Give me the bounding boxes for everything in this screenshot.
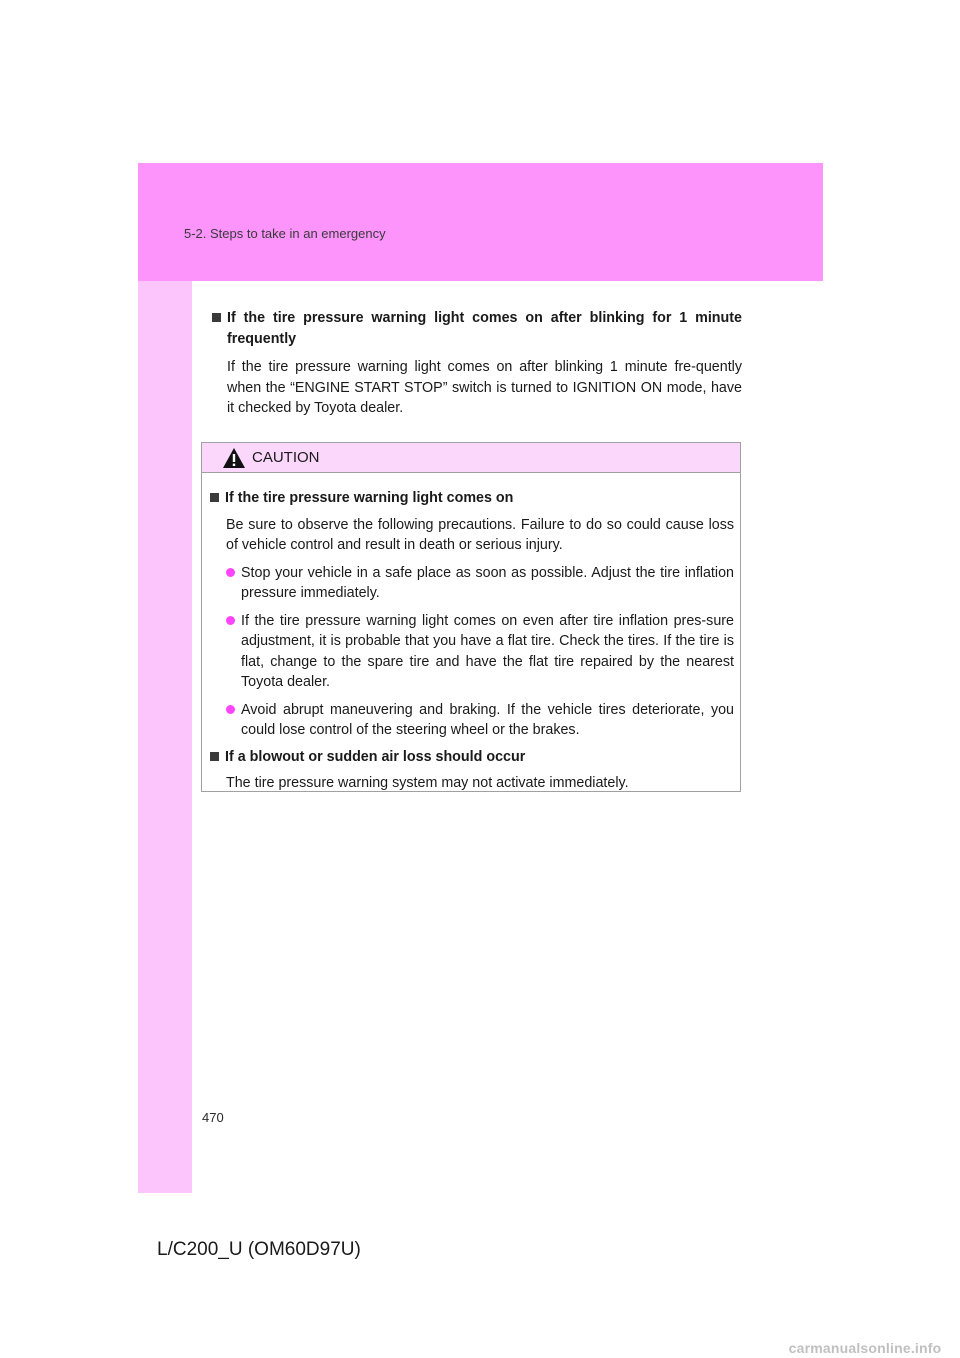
square-bullet-icon <box>212 313 221 322</box>
square-bullet-icon <box>210 493 219 502</box>
topic-heading-text: If the tire pressure warning light comes on after blinking for 1 minute frequently <box>227 310 742 347</box>
caution-bullet-text: If the tire pressure warning light comes on even after tire inflation pres-sure adjustment, it is probable that you have a flat tire. Check the tires. If the tire is flat, change to the spare tire and have the flat tire repaired by the nearest Toyota dealer. <box>241 612 734 690</box>
caution-box <box>201 442 741 792</box>
watermark-text: carmanualsonline.info <box>788 1340 942 1356</box>
warning-triangle-icon <box>222 447 246 469</box>
round-bullet-icon <box>226 616 235 625</box>
footer-code: L/C200_U (OM60D97U) <box>157 1239 361 1260</box>
caution-bullet <box>226 611 734 693</box>
caution-header <box>202 443 740 473</box>
caution-bullet-text: Stop your vehicle in a safe place as soon as possible. Adjust the tire inflation pressure immediately. <box>241 564 734 601</box>
caution-bullet <box>226 700 734 741</box>
topic-body: If the tire pressure warning light comes on after blinking 1 minute fre-quently when the “ENGINE START STOP” switch is turned to IGNITION ON mode, have it checked by Toyota dealer. <box>227 359 742 416</box>
topic-block <box>212 308 742 419</box>
round-bullet-icon <box>226 705 235 714</box>
section-header-band <box>138 163 823 281</box>
caution-title: CAUTION <box>252 449 320 466</box>
caution-paragraph: Be sure to observe the following precautions. Failure to do so could cause loss of vehicle control and result in death or serious injury. <box>226 516 734 553</box>
caution-section-heading-text: If the tire pressure warning light comes on <box>225 490 514 506</box>
caution-section-heading <box>210 488 734 509</box>
topic-heading <box>212 308 742 349</box>
round-bullet-icon <box>226 568 235 577</box>
caution-paragraph: The tire pressure warning system may not activate immediately. <box>226 775 629 791</box>
page-sidebar-band <box>138 163 192 1193</box>
caution-section-heading <box>210 747 734 768</box>
caution-section-heading-text: If a blowout or sudden air loss should occur <box>225 748 526 765</box>
caution-body <box>202 473 740 794</box>
watermark[interactable] <box>770 1338 960 1358</box>
caution-bullet-text: Avoid abrupt maneuvering and braking. If the vehicle tires deteriorate, you could lose control of the steering wheel or the brakes. <box>241 701 734 738</box>
page-number: 470 <box>202 1110 224 1125</box>
square-bullet-icon <box>210 752 219 761</box>
caution-bullet <box>226 563 734 604</box>
section-label: 5-2. Steps to take in an emergency <box>184 226 386 241</box>
